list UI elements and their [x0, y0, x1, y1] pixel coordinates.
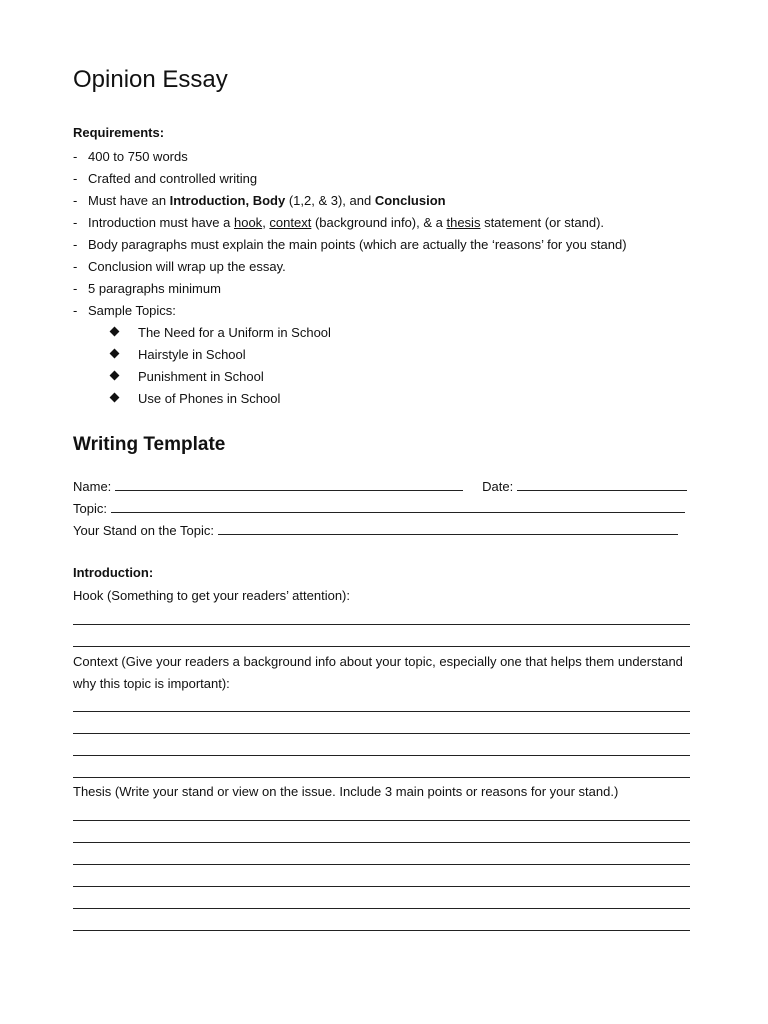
page-title: Opinion Essay	[73, 66, 228, 93]
sample-topic: Use of Phones in School	[138, 391, 281, 406]
dash-bullet: -	[73, 149, 78, 164]
list-item	[73, 367, 331, 389]
dash-bullet: -	[73, 193, 78, 208]
writing-line[interactable]	[73, 820, 690, 821]
list-item	[73, 323, 331, 345]
list-item	[73, 147, 627, 169]
dash-bullet: -	[73, 237, 78, 252]
topic-row	[73, 498, 685, 519]
requirement-must-prefix: Must have an	[88, 193, 170, 208]
requirement-crafted: Crafted and controlled writing	[88, 171, 258, 186]
name-label: Name:	[73, 479, 112, 494]
writing-line[interactable]	[73, 733, 690, 734]
thesis-prompt: Thesis (Write your stand or view on the issue. Include 3 main points or reasons for your stand.)	[73, 784, 619, 799]
requirement-body: Body paragraphs must explain the main points (which are actually the ‘reasons’ for you stand)	[88, 237, 627, 252]
topic-label: Topic:	[73, 501, 107, 516]
writing-line[interactable]	[73, 777, 690, 778]
name-date-row	[73, 476, 687, 497]
context-prompt: Context (Give your readers a background info about your topic, especially one that helps them understand why this topic is important):	[73, 654, 683, 691]
dash-bullet: -	[73, 303, 78, 318]
writing-line[interactable]	[73, 624, 690, 625]
list-item	[73, 257, 627, 279]
requirements-heading: Requirements:	[73, 125, 165, 140]
list-item	[73, 213, 627, 235]
requirement-must-mid: (1,2, & 3), and	[285, 193, 375, 208]
dash-bullet: -	[73, 281, 78, 296]
list-item	[73, 235, 627, 257]
diamond-bullet-icon	[110, 349, 120, 359]
date-field[interactable]	[517, 476, 687, 491]
writing-line[interactable]	[73, 842, 690, 843]
writing-line[interactable]	[73, 755, 690, 756]
list-item	[73, 191, 627, 213]
requirements-list	[73, 147, 627, 323]
diamond-bullet-icon	[110, 371, 120, 381]
requirement-paragraphs: 5 paragraphs minimum	[88, 281, 221, 296]
requirement-intro-comma: ,	[262, 215, 270, 230]
list-item	[73, 389, 331, 411]
writing-line[interactable]	[73, 930, 690, 931]
requirement-must-intro-body: Introduction, Body	[169, 193, 286, 208]
requirement-intro-thesis: thesis	[446, 215, 481, 230]
requirement-intro-suffix: statement (or stand).	[480, 215, 605, 230]
list-item	[73, 279, 627, 301]
requirement-conclusion: Conclusion will wrap up the essay.	[88, 259, 286, 274]
list-item	[73, 301, 627, 323]
stand-field[interactable]	[218, 520, 678, 535]
dash-bullet: -	[73, 171, 78, 186]
sample-topic: Hairstyle in School	[138, 347, 246, 362]
requirement-intro-context: context	[269, 215, 312, 230]
sample-topic: The Need for a Uniform in School	[138, 325, 331, 340]
requirement-words: 400 to 750 words	[88, 149, 188, 164]
hook-prompt: Hook (Something to get your readers’ attention):	[73, 588, 350, 603]
date-label: Date:	[482, 479, 514, 494]
list-item	[73, 345, 331, 367]
requirement-intro-prefix: Introduction must have a	[88, 215, 234, 230]
stand-label: Your Stand on the Topic:	[73, 523, 214, 538]
topic-field[interactable]	[111, 498, 685, 513]
diamond-bullet-icon	[110, 327, 120, 337]
writing-line[interactable]	[73, 908, 690, 909]
introduction-heading: Introduction:	[73, 565, 154, 580]
requirement-must-conclusion: Conclusion	[374, 193, 446, 208]
dash-bullet: -	[73, 215, 78, 230]
stand-row	[73, 520, 678, 541]
requirement-intro-hook: hook	[233, 215, 263, 230]
writing-line[interactable]	[73, 646, 690, 647]
name-field[interactable]	[115, 476, 463, 491]
writing-line[interactable]	[73, 864, 690, 865]
list-item	[73, 169, 627, 191]
writing-template-heading: Writing Template	[73, 434, 226, 455]
sample-topic: Punishment in School	[138, 369, 264, 384]
writing-line[interactable]	[73, 711, 690, 712]
requirement-intro-mid: (background info), & a	[311, 215, 447, 230]
dash-bullet: -	[73, 259, 78, 274]
sample-topics-list	[73, 323, 331, 411]
diamond-bullet-icon	[110, 393, 120, 403]
requirement-sample-topics: Sample Topics:	[88, 303, 176, 318]
writing-line[interactable]	[73, 886, 690, 887]
